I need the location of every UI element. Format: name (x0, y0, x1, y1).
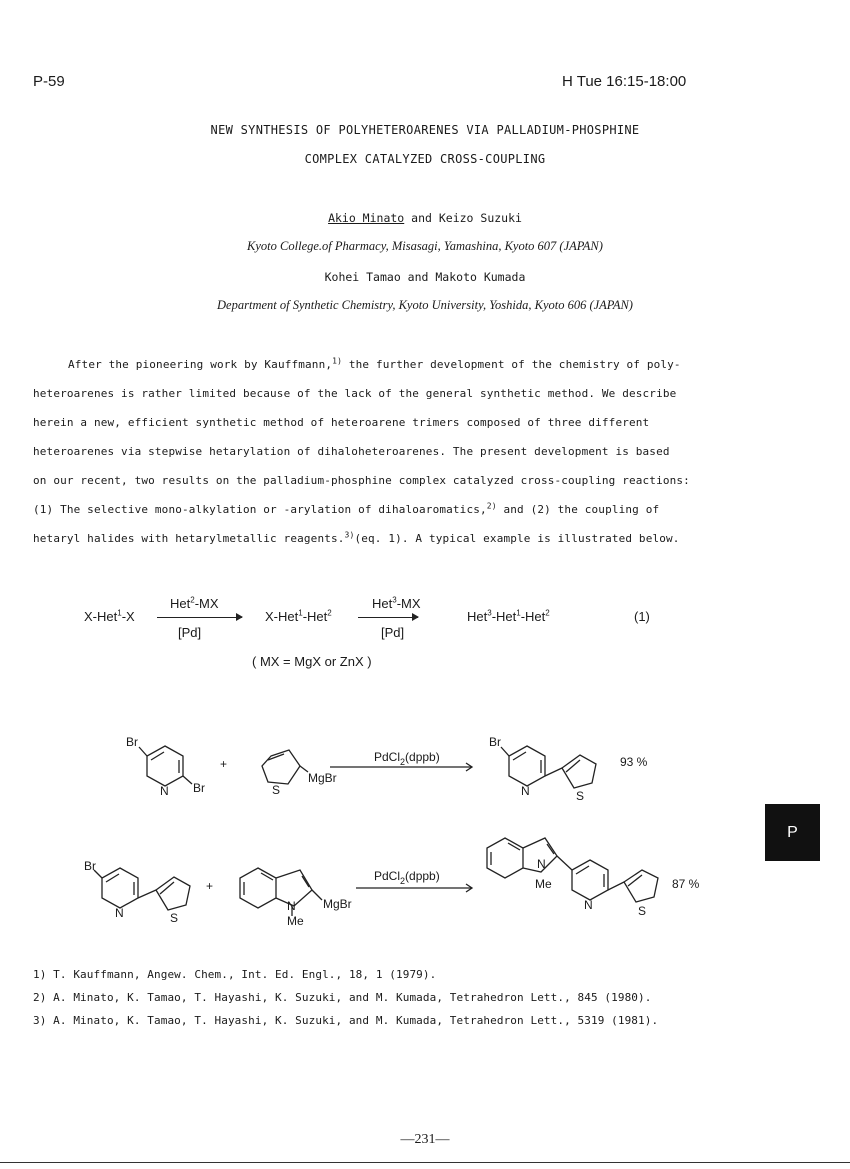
pyridine-ring-icon (147, 746, 183, 786)
eq-reagent-2: Het$^3$-MX (372, 595, 421, 611)
eq-arrowhead-2 (412, 613, 419, 621)
body-line-1 (68, 358, 681, 371)
r1-br-bottom: Br (193, 781, 205, 795)
r2-product-s: S (638, 904, 647, 918)
body-line-6 (33, 503, 659, 516)
r2-indole-me: Me (287, 914, 304, 928)
eq-start-material: X-Het$^1$-X (84, 608, 135, 624)
bottom-rule (0, 1162, 850, 1163)
reference-1: 1) T. Kauffmann, Angew. Chem., Int. Ed. Engl., 18, 1 (1979). (33, 968, 437, 981)
r1-n: N (160, 784, 169, 798)
r2-yield: 87 % (672, 877, 700, 891)
thiophene-ring-icon (624, 870, 658, 902)
pyridine-ring-icon (509, 746, 545, 786)
body-line-7 (33, 532, 680, 545)
body-text: (1) The selective mono-alkylation or -arylation of dihaloaromatics, (33, 503, 487, 516)
citation-2: 2) (486, 501, 497, 511)
authors-group-1 (0, 211, 850, 225)
body-text: the further development of the chemistry of poly- (342, 358, 681, 371)
title-line-2: COMPLEX CATALYZED CROSS-COUPLING (304, 152, 546, 166)
page-number: —231— (400, 1132, 450, 1147)
body-line-2: heteroarenes is rather limited because of the lack of the general synthetic method. We describe (33, 387, 677, 400)
reaction-scheme (0, 720, 850, 930)
reference-2: 2) A. Minato, K. Tamao, T. Hayashi, K. Suzuki, and M. Kumada, Tetrahedron Lett., 845 (1980). (33, 991, 652, 1004)
r1-product-n: N (521, 784, 530, 798)
r2-plus: + (206, 879, 214, 893)
eq-arrowhead-1 (236, 613, 243, 621)
eq-product: Het$^3$-Het$^1$-Het$^2$ (467, 608, 550, 624)
body-line-4: heteroarenes via stepwise hetarylation of dihaloheteroarenes. The present development is based (33, 445, 670, 458)
authors-group-2: Kohei Tamao and Makoto Kumada (324, 270, 526, 284)
r2-product-me: Me (535, 877, 552, 891)
r2-catalyst: PdCl$_2$(dppb) (374, 869, 440, 886)
reference-3: 3) A. Minato, K. Tamao, T. Hayashi, K. Suzuki, and M. Kumada, Tetrahedron Lett., 5319 (1981). (33, 1014, 659, 1027)
affiliation-1: Kyoto College.of Pharmacy, Misasagi, Yamashina, Kyoto 607 (JAPAN) (247, 239, 603, 253)
r2-product-n1: N (537, 857, 546, 871)
eq-arrow-1 (157, 617, 242, 618)
eq-catalyst-1: [Pd] (178, 625, 202, 640)
eq-reagent-1: Het$^2$-MX (170, 595, 219, 611)
eq-arrow-2 (358, 617, 418, 618)
poster-id: P-59 (33, 73, 65, 90)
r2-product-n2: N (584, 898, 593, 912)
section-tab: P (765, 804, 820, 861)
eq-catalyst-2: [Pd] (381, 625, 405, 640)
body-line-3: herein a new, efficient synthetic method of heteroarene trimers composed of three different (33, 416, 650, 429)
body-text: (eq. 1). A typical example is illustrated below. (354, 532, 680, 545)
body-text: and (2) the coupling of (496, 503, 660, 516)
eq-number: (1) (634, 609, 650, 624)
presenting-author: Akio Minato (328, 211, 405, 225)
r1-plus: + (220, 757, 228, 771)
r2-mgbr: MgBr (323, 897, 352, 911)
affiliation-2: Department of Synthetic Chemistry, Kyoto University, Yoshida, Kyoto 606 (JAPAN) (217, 298, 633, 312)
r1-catalyst: PdCl$_2$(dppb) (374, 750, 440, 767)
eq-note: ( MX = MgX or ZnX ) (252, 654, 372, 669)
r2-br: Br (84, 859, 96, 873)
title-line-1: NEW SYNTHESIS OF POLYHETEROARENES VIA PALLADIUM-PHOSPHINE (210, 123, 640, 137)
body-text: hetaryl halides with hetarylmetallic reagents. (33, 532, 345, 545)
r1-yield: 93 % (620, 755, 648, 769)
co-author: and Keizo Suzuki (404, 211, 522, 225)
r1-mgbr: MgBr (308, 771, 337, 785)
r2-indole-n: N (287, 899, 296, 913)
body-line-5: on our recent, two results on the palladium-phosphine complex catalyzed cross-coupling reactions: (33, 474, 690, 487)
r2-s: S (170, 911, 179, 925)
citation-1: 1) (332, 356, 343, 366)
r1-product-s: S (576, 789, 585, 803)
pyridine-ring-icon (102, 868, 138, 908)
r1-s: S (272, 783, 281, 797)
session-time: H Tue 16:15-18:00 (562, 73, 687, 90)
r1-product-br: Br (489, 735, 501, 749)
indole-ring-icon (240, 868, 276, 908)
indole-ring-icon (487, 838, 523, 878)
citation-3: 3) (344, 530, 355, 540)
pyridine-ring-icon (572, 860, 608, 900)
r2-n: N (115, 906, 124, 920)
r1-br-top: Br (126, 735, 138, 749)
body-text: After the pioneering work by Kauffmann, (68, 358, 333, 371)
eq-intermediate: X-Het$^1$-Het$^2$ (265, 608, 332, 624)
